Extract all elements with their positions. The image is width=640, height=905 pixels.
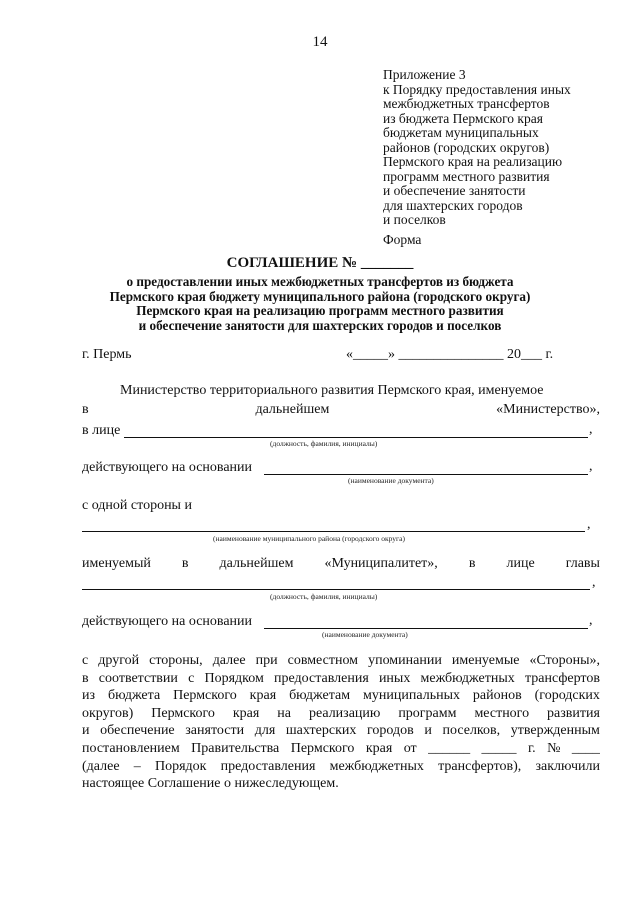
- one-side-label: с одной стороны и: [82, 498, 192, 513]
- appendix-line: к Порядку предоставления иных: [383, 81, 571, 97]
- paragraph-line: из бюджета Пермского края бюджетам муниципальных районов (городских: [82, 688, 600, 704]
- subtitle-line: о предоставлении иных межбюджетных трансфертов из бюджета: [126, 274, 514, 289]
- word: дальнейшем: [219, 556, 294, 571]
- agreement-paragraph: [82, 652, 600, 793]
- word: в: [181, 556, 189, 571]
- date-field: «_____» _______________ 20___ г.: [346, 347, 554, 362]
- word: в: [468, 556, 476, 571]
- word: именуемый: [82, 556, 151, 571]
- word: лице: [506, 556, 535, 571]
- acting-basis-label: действующего на основании: [82, 614, 253, 629]
- comma: ,: [587, 517, 591, 532]
- paragraph-line: настоящее Соглашение о нижеследующем.: [82, 776, 339, 792]
- agreement-title: СОГЛАШЕНИЕ № _______: [226, 255, 414, 271]
- caption-position: (должность, фамилия, инициалы): [270, 592, 378, 601]
- appendix-line: бюджетам муниципальных: [383, 125, 539, 140]
- form-label: Форма: [383, 232, 422, 247]
- appendix-line: и поселков: [383, 212, 446, 227]
- caption-document: (наименование документа): [322, 630, 408, 639]
- document-fill-line[interactable]: [264, 474, 588, 475]
- appendix-line: межбюджетных трансфертов: [383, 96, 550, 111]
- document-fill-line-2[interactable]: [264, 628, 588, 629]
- appendix-line: для шахтерских городов: [383, 197, 523, 213]
- word: главы: [565, 556, 600, 571]
- appendix-line: и обеспечение занятости: [383, 183, 526, 198]
- comma: ,: [589, 613, 593, 628]
- word: в: [82, 402, 89, 417]
- paragraph-line: постановлением Правительства Пермского края от ______ _____ г. № ____: [82, 740, 600, 756]
- appendix-line: районов (городских округов): [383, 139, 550, 155]
- named-row: [82, 556, 600, 572]
- paragraph-line: и обеспечение занятости для шахтерских городов и поселков, утвержденным: [82, 723, 600, 739]
- ministry-text: Министерство территориального развития Пермского края, именуемое: [120, 383, 544, 398]
- paragraph-line: (далее – Порядок предоставления межбюджетных трансфертов), заключили: [82, 758, 600, 774]
- appendix-line: Приложение 3: [383, 67, 466, 82]
- agreement-subtitle: [0, 275, 640, 333]
- word: «Министерство»,: [496, 402, 600, 417]
- acting-basis-label: действующего на основании: [82, 460, 253, 475]
- paragraph-line: с другой стороны, далее при совместном упоминании именуемые «Стороны»,: [82, 653, 600, 668]
- appendix-line: программ местного развития: [383, 168, 550, 184]
- in-person-label: в лице: [82, 423, 121, 438]
- caption-document: (наименование документа): [348, 476, 434, 485]
- comma: ,: [592, 575, 596, 590]
- subtitle-line: Пермского края на реализацию программ местного развития: [136, 303, 504, 318]
- appendix-block: [383, 68, 613, 228]
- position-fill-line[interactable]: [124, 437, 588, 438]
- comma: ,: [589, 459, 593, 474]
- ministry-line-2: [82, 402, 600, 418]
- caption-municipal: (наименование муниципального района (городского округа): [213, 534, 405, 543]
- appendix-line: Пермского края на реализацию: [383, 154, 563, 169]
- word: «Муниципалитет»,: [324, 556, 438, 571]
- word: дальнейшем: [255, 402, 330, 417]
- subtitle-line: Пермского края бюджету муниципального района (городского округа): [109, 288, 531, 304]
- head-position-fill-line[interactable]: [82, 589, 590, 590]
- comma: ,: [589, 422, 593, 437]
- ministry-line: [120, 383, 600, 399]
- municipal-fill-line[interactable]: [82, 531, 585, 532]
- subtitle-line: и обеспечение занятости для шахтерских городов и поселков: [138, 317, 502, 333]
- paragraph-line: округов) Пермского края на реализацию программ местного развития: [82, 705, 600, 721]
- paragraph-line: в соответствии с Порядком предоставления иных межбюджетных трансфертов: [82, 670, 600, 686]
- place-label: г. Пермь: [82, 347, 132, 362]
- appendix-line: из бюджета Пермского края: [383, 110, 543, 126]
- caption-position: (должность, фамилия, инициалы): [270, 439, 378, 448]
- page-number: 14: [312, 34, 328, 50]
